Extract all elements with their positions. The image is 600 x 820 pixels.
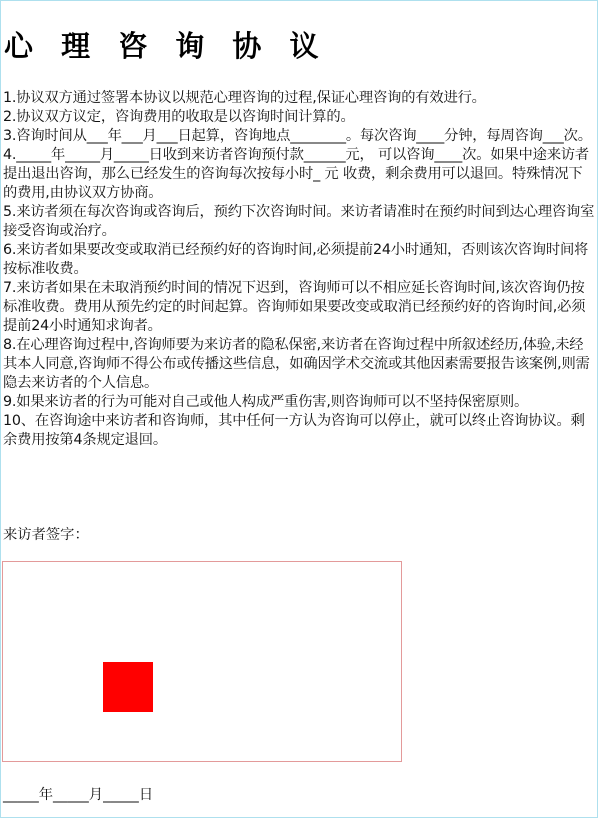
clause-5: 5.来访者须在每次咨询或咨询后，预约下次咨询时间。来访者请准时在预约时间到达心理咨询室接受咨询或治疗。 xyxy=(3,204,595,239)
clause-3: 3.咨询时间从___年___月___日起算，咨询地点________。每次咨询____分钟，每周咨询___次。 xyxy=(3,128,592,144)
clause-list xyxy=(3,89,595,450)
clause-8: 8.在心理咨询过程中,咨询师要为来访者的隐私保密,来访者在咨询过程中所叙述经历,体验,未经其本人同意,咨询师不得公布或传播这些信息，如确因学术交流或其他因素需要报告该案例,则需隐去来访者的个人信息。 xyxy=(3,337,590,391)
clause-2: 2.协议双方议定，咨询费用的收取是以咨询时间计算的。 xyxy=(3,109,355,125)
signature-label: 来访者签字： xyxy=(3,527,89,543)
clause-4: 4._____年_____月_____日收到来访者咨询预付款______元， 可以咨询____次。如果中途来访者提出退出咨询，那么已经发生的咨询每次按每小时_ 元 收费，剩余费用可以退回。特殊情况下的费用,由协议双方协商。 xyxy=(3,147,590,201)
clause-9: 9.如果来访者的行为可能对自己或他人构成严重伤害,则咨询师可以不坚持保密原则。 xyxy=(3,394,529,410)
signature-image xyxy=(103,662,153,712)
page-title: 心 理 咨 询 协 议 xyxy=(4,29,328,63)
clause-10: 10、在咨询途中来访者和咨询师，其中任何一方认为咨询可以停止，就可以终止咨询协议。剩余费用按第4条规定退回。 xyxy=(3,413,585,448)
clause-6: 6.来访者如果要改变或取消已经预约好的咨询时间,必须提前24小时通知，否则该次咨询时间将按标准收费。 xyxy=(3,242,589,277)
signature-date-line: _____年_____月_____日 xyxy=(3,787,154,803)
clause-1: 1.协议双方通过签署本协议以规范心理咨询的过程,保证心理咨询的有效进行。 xyxy=(3,90,486,106)
signature-box[interactable] xyxy=(2,561,402,762)
clause-7: 7.来访者如果在未取消预约时间的情况下迟到，咨询师可以不相应延长咨询时间,该次咨询仍按标准收费。费用从预先约定的时间起算。咨询师如果要改变或取消已经预约好的咨询时间,必须提前24小时通知求询者。 xyxy=(3,280,586,334)
